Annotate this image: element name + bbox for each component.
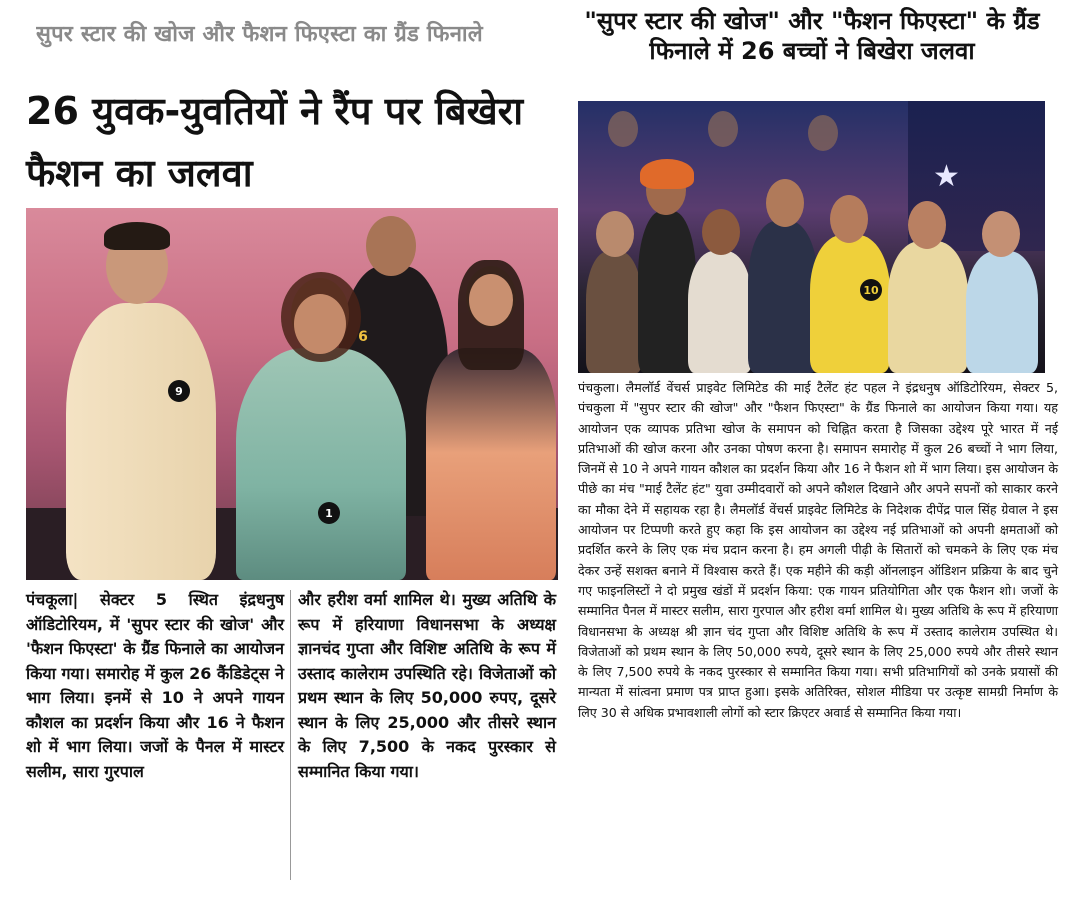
left-fashion-photo <box>26 208 558 580</box>
contestant-badge: 10 <box>860 279 882 301</box>
left-col1-text: सेक्टर 5 स्थित इंद्रधनुष ऑडिटोरियम, में 'सुपर स्टार की खोज' और 'फैशन फिएस्टा' के ग्रैंड फिनाले का आयोजन किया गया। समारोह में कुल 26 कैंडिडेट्स ने भाग लिया। इनमें से 10 ने अपने गायन कौशल का प्रदर्शन किया और 16 ने फैशन शो में भाग लिया। जजों के पैनल में मास्टर सलीम, सारा गुरपाल <box>26 590 284 781</box>
left-article <box>18 18 558 888</box>
contestant-badge: 1 <box>318 502 340 524</box>
left-body-col1 <box>26 588 284 784</box>
right-headline: "सुपर स्टार की खोज" और "फैशन फिएस्टा" के ग्रैंड फिनाले में 26 बच्चों ने बिखेरा जलवा <box>584 7 1040 65</box>
right-body: पंचकुला। लैमलॉर्ड वेंचर्स प्राइवेट लिमिटेड की माई टैलेंट हंट पहल ने इंद्रधनुष ऑडिटोरियम, सेक्टर 5, पंचकुला में "सुपर स्टार की खोज" और "फैशन फिएस्टा" के ग्रैंड फिनाले का आयोजन किया गया। यह आयोजन एक व्यापक प्रतिभा खोज के समापन को चिह्नित करता है जिसका उद्देश्य पूरे भारत में नई प्रतिभाओं की खोज करना और उनका पोषण करना है। समापन समारोह में कुल 26 बच्चों ने भाग लिया, जिनमें से 10 ने अपने गायन कौशल का प्रदर्शन किया और 16 ने फैशन शो में भाग लिया। इस आयोजन के पीछे का मंच "माई टैलेंट हंट" युवा उम्मीदवारों को अपने कौशल दिखाने और अपने सपनों को साकार करने का मौका देने में सहायक रहा है। लैमलॉर्ड वेंचर्स प्राइवेट लिमिटेड के निदेशक दीपेंद्र पाल सिंह ग्रेवाल ने इस आयोजन पर टिप्पणी करते हुए कहा कि इस आयोजन का उद्देश्य नई प्रतिभाओं को अपनी क्षमताओं को प्रदर्शित करने के लिए एक मंच प्रदान करना है। हम अगली पीढ़ी के सितारों को चमकने के लिए एक मंच देकर उन्हें सशक्त बनाने में विश्वास करते हैं। एक महीने की कड़ी ऑनलाइन ऑडिशन प्रक्रिया के बाद चुने गए फाइनलिस्टों ने दो प्रमुख खंडों में प्रदर्शन किया: एक गायन प्रतियोगिता और एक फैशन शो। जजों के सम्मानित पैनल में मास्टर सलीम, सारा गुरपाल और हरीश वर्मा शामिल थे। मुख्य अतिथि के रूप में हरियाणा विधानसभा के अध्यक्ष श्री ज्ञान चंद गुप्ता और विशिष्ट अतिथि के रूप में उस्ताद कालेराम उपस्थित थे। विजेताओं को प्रथम स्थान के लिए 50,000 रुपये, दूसरे स्थान के लिए 25,000 रुपये और तीसरे स्थान के लिए 7,500 रुपये के नकद पुरस्कार से सम्मानित किया गया। सभी प्रतिभागियों को उनके प्रयासों की मान्यता में सांत्वना प्रमाण पत्र प्राप्त हुआ। इसके अतिरिक्त, सोशल मीडिया पर उत्कृष्ट सामग्री निर्माण के लिए 30 से अधिक प्रभावशाली लोगों को स्टार क्रिएटर अवार्ड से सम्मानित किया गया। <box>578 380 1058 720</box>
contestant-badge: 9 <box>168 380 190 402</box>
column-divider <box>290 590 291 880</box>
left-dateline: पंचकूला| <box>26 590 79 609</box>
contestant-badge: 6 <box>358 329 368 345</box>
left-headline: 26 युवक-युवतियों ने रैंप पर बिखेरा फैशन का जलवा <box>26 89 524 195</box>
right-article <box>572 6 1072 891</box>
right-award-photo <box>578 101 1045 373</box>
left-kicker: सुपर स्टार की खोज और फैशन फिएस्टा का ग्रैंड फिनाले <box>36 22 483 47</box>
star-icon: ★ <box>933 159 960 194</box>
left-body-col2: और हरीश वर्मा शामिल थे। मुख्य अतिथि के रूप में हरियाणा विधानसभा के अध्यक्ष ज्ञानचंद गुप्ता और विशिष्ट अतिथि के रूप में उस्ताद कालेराम उपस्थिति रहे। विजेताओं को प्रथम स्थान के लिए 50,000 रुपए, दूसरे स्थान के लिए 25,000 और तीसरे स्थान के लिए 7,500 के नकद पुरस्कार से सम्मानित किया गया। <box>298 590 556 781</box>
